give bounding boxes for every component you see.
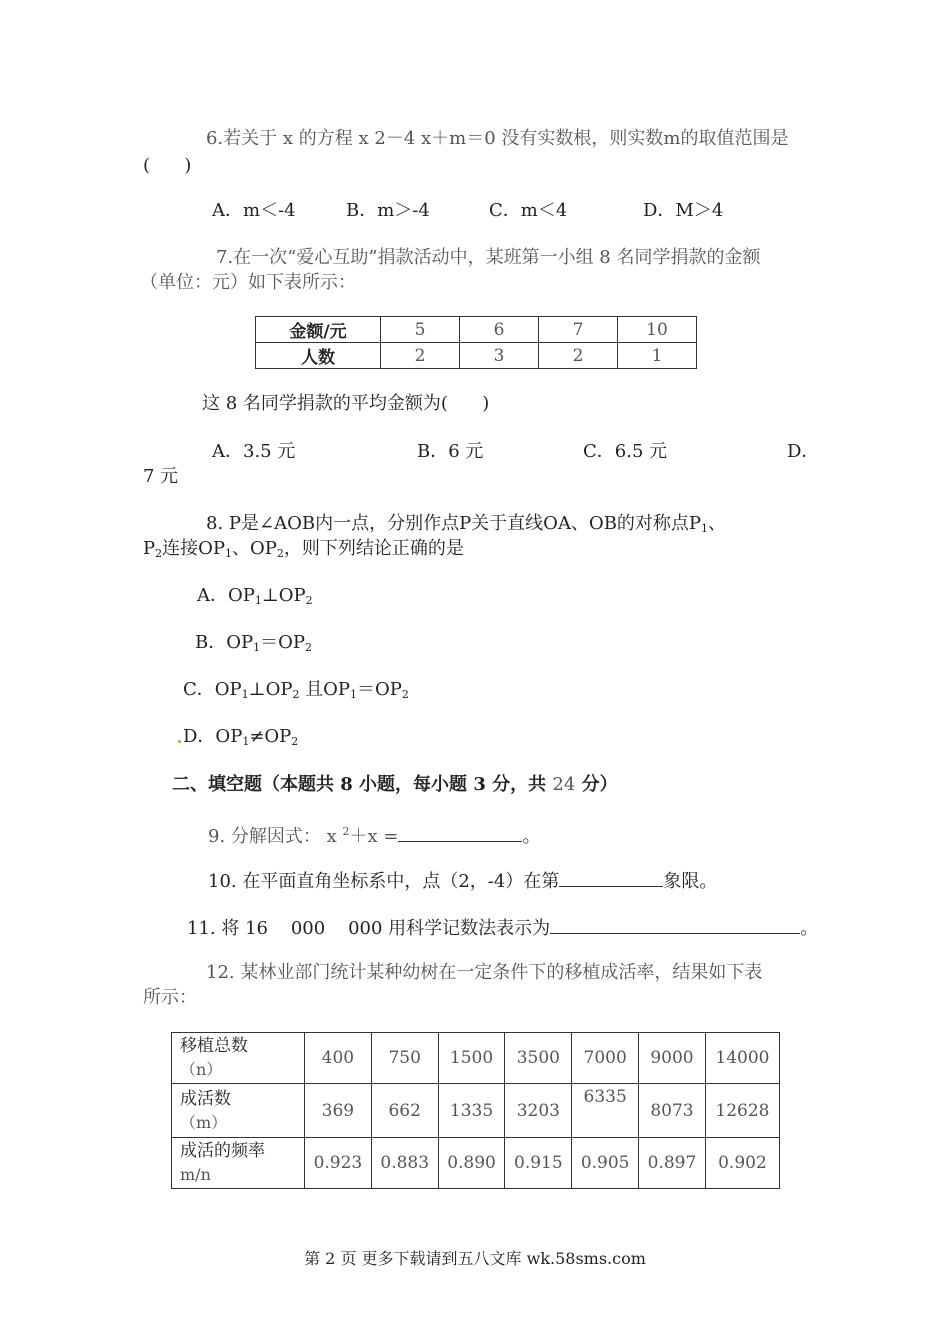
- q8-option-b: B．$OP_1=OP_2$: [195, 632, 312, 654]
- table-cell: 5: [381, 317, 460, 343]
- table-cell: 7000: [572, 1033, 639, 1084]
- table-row: [172, 1138, 780, 1189]
- table-cell: 12628: [705, 1084, 779, 1138]
- q7-stem-line2: （单位：元）如下表所示：: [140, 272, 356, 293]
- table-cell: 3: [460, 343, 539, 369]
- q12-transplant-table: [171, 1032, 780, 1189]
- q7-option-a: A．3.5 元: [212, 441, 296, 462]
- page-footer: 第 2 页 更多下载请到五八文库 wk.58sms.com: [304, 1249, 646, 1268]
- q7-option-c: C．6.5 元: [583, 441, 668, 462]
- q9-answer-blank[interactable]: [398, 823, 522, 842]
- table-cell: 3500: [505, 1033, 572, 1084]
- q7-option-b: B．6 元: [417, 441, 484, 462]
- q10-line: 10. 在平面直角坐标系中，点（2，-4）在第 象限。: [208, 868, 717, 893]
- table-cell: 0.883: [371, 1138, 438, 1189]
- q7-stem-line1: 7.在一次“爱心互助”捐款活动中，某班第一小组 8 名同学捐款的金额: [216, 247, 761, 268]
- q8-stem-line1: 8. P是∠AOB内一点，分别作点P关于直线OA、OB的对称点$P_1$、: [206, 513, 727, 535]
- table-cell: 369: [305, 1084, 372, 1138]
- q7-donation-table: [255, 316, 697, 369]
- table-cell: 8073: [639, 1084, 706, 1138]
- q6-option-c: C．m＜4: [489, 200, 568, 221]
- table-cell: 0.890: [438, 1138, 505, 1189]
- q6-option-b: B．m＞-4: [346, 200, 430, 221]
- table-cell: 3203: [505, 1084, 572, 1138]
- section2-title: 二、填空题（本题共 8 小题，每小题 3 分，共 24 分）: [172, 774, 618, 795]
- table-header-amount: 金额/元: [256, 317, 381, 343]
- q6-answer-paren: ( ): [143, 155, 192, 176]
- table-row: [172, 1084, 780, 1138]
- table-cell: 0.902: [705, 1138, 779, 1189]
- table-cell: 0.915: [505, 1138, 572, 1189]
- q12-stem-line1: 12. 某林业部门统计某种幼树在一定条件下的移植成活率，结果如下表: [206, 962, 763, 983]
- table-cell: 400: [305, 1033, 372, 1084]
- table-cell: 1500: [438, 1033, 505, 1084]
- q8-option-a: A．$OP_1\perp OP_2$: [197, 585, 313, 607]
- table-cell: 662: [371, 1084, 438, 1138]
- table-cell: 0.923: [305, 1138, 372, 1189]
- table-row: [256, 317, 697, 343]
- table-row: [172, 1033, 780, 1084]
- table-header-people: 人数: [256, 343, 381, 369]
- table-cell: 2: [381, 343, 460, 369]
- table-cell: 0.905: [572, 1138, 639, 1189]
- table-cell: 1335: [438, 1084, 505, 1138]
- q11-answer-blank[interactable]: [550, 915, 800, 934]
- q8-option-d: D．$OP_1\ne OP_2$: [183, 726, 299, 748]
- table-cell: 2: [539, 343, 618, 369]
- q7-question: 这 8 名同学捐款的平均金额为( ): [202, 393, 490, 414]
- table-cell: 14000: [705, 1033, 779, 1084]
- q9-line: 9. 分解因式： x $^2$＋x = 。: [208, 825, 541, 847]
- table-cell: 6: [460, 317, 539, 343]
- q12-stem-line2: 所示：: [143, 987, 197, 1008]
- q10-answer-blank[interactable]: [559, 868, 663, 887]
- table-header-frequency: 成活的频率 m/n: [172, 1138, 305, 1189]
- q6-option-a: A．m＜-4: [212, 200, 296, 221]
- table-cell: 7: [539, 317, 618, 343]
- q7-option-d-continued: 7 元: [143, 466, 179, 487]
- table-row: [256, 343, 697, 369]
- q6-option-d: D．M＞4: [643, 200, 724, 221]
- table-cell: 1: [618, 343, 697, 369]
- table-cell: 6335: [572, 1084, 639, 1138]
- q8-option-c: C．$OP_1\perp OP_2$ 且$OP_1=OP_2$: [183, 679, 409, 701]
- table-cell: 750: [371, 1033, 438, 1084]
- q7-option-d: D．: [787, 441, 820, 462]
- scan-dot-mark: [178, 740, 181, 743]
- table-header-total: 移植总数 （n）: [172, 1033, 305, 1084]
- table-cell: 9000: [639, 1033, 706, 1084]
- q8-stem-line2: $P_2$连接$OP_1$、$OP_2$，则下列结论正确的是: [143, 538, 464, 560]
- q11-line: 11. 将 16 000 000 用科学记数法表示为 。: [187, 915, 818, 940]
- table-header-survived: 成活数 （m）: [172, 1084, 305, 1138]
- table-cell: 0.897: [639, 1138, 706, 1189]
- q6-stem: 6.若关于 x 的方程 x 2－4 x＋m＝0 没有实数根，则实数m的取值范围是: [206, 128, 789, 149]
- table-cell: 10: [618, 317, 697, 343]
